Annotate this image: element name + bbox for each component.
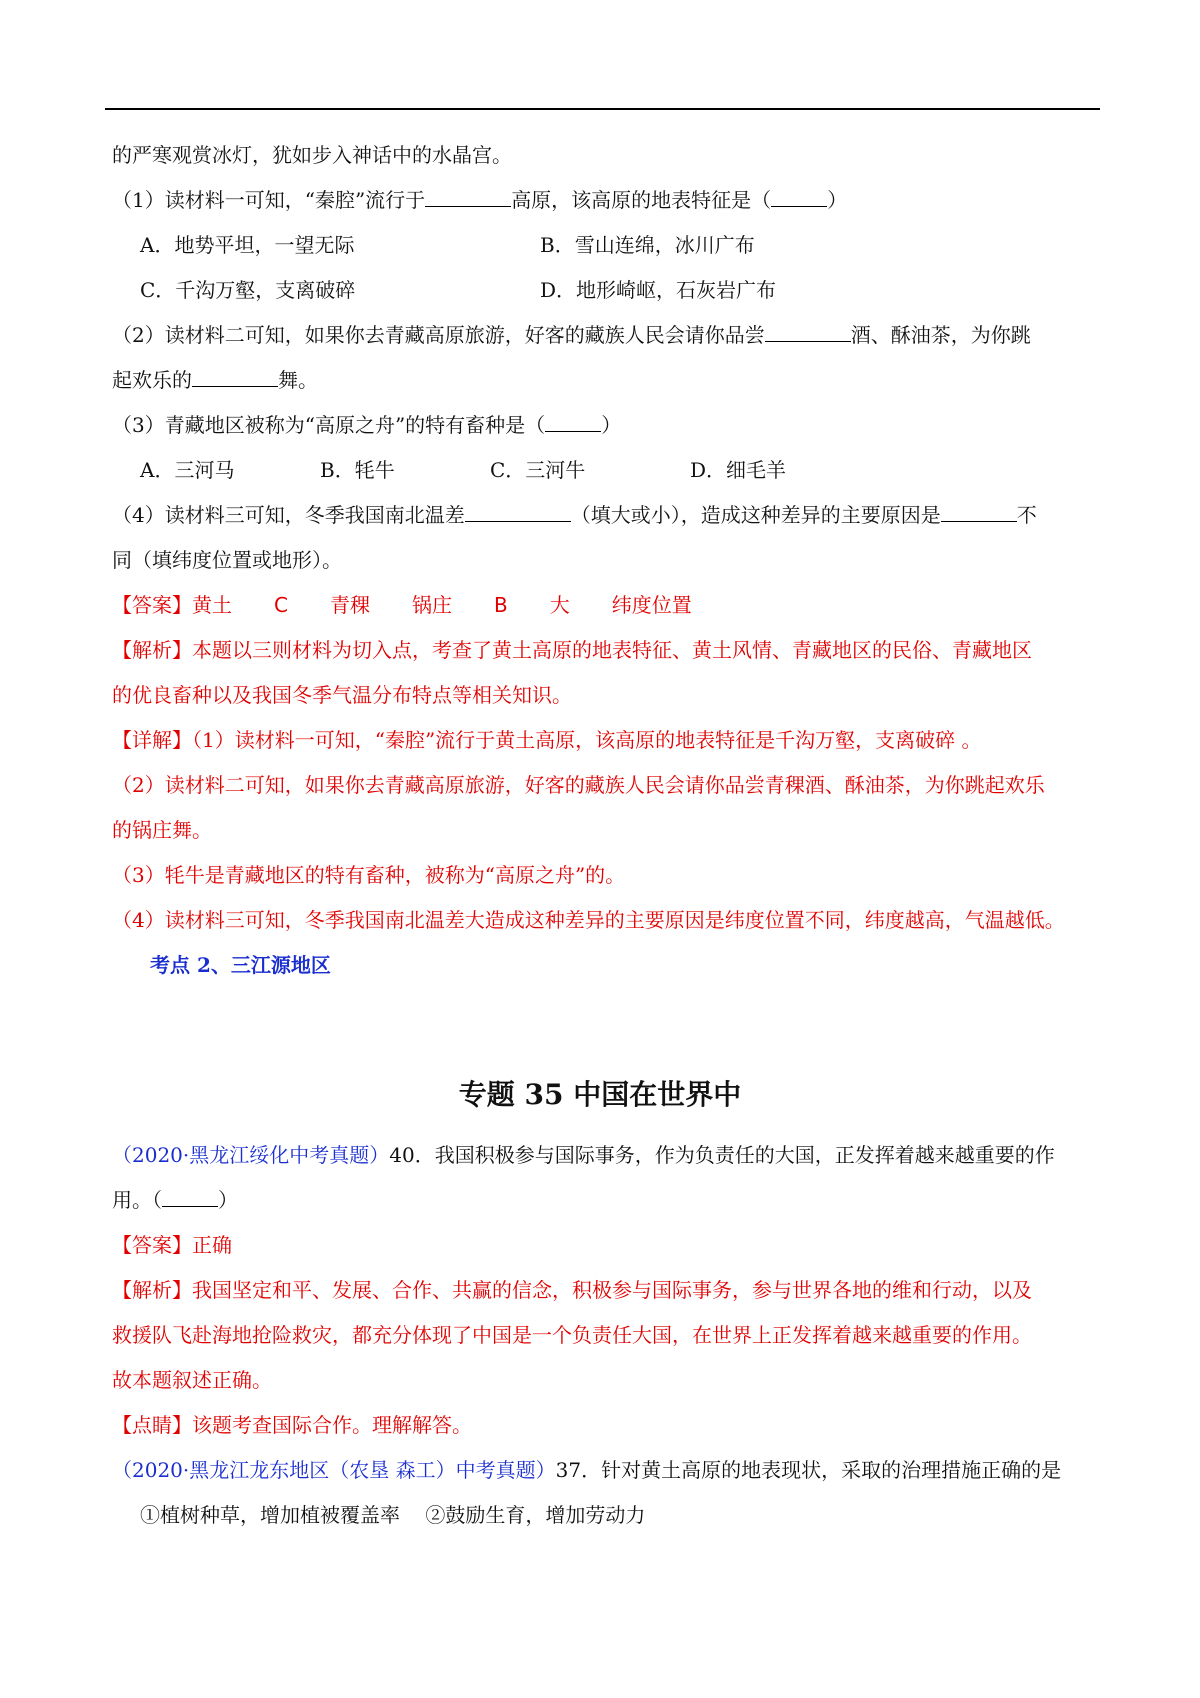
- question-4-cont: 同（填纬度位置或地形）。: [112, 548, 342, 572]
- dianjing: 【点睛】该题考查国际合作。理解解答。: [112, 1413, 472, 1437]
- fill-blank: [192, 368, 278, 387]
- detail-1-line3: 的锅庄舞。: [112, 818, 212, 842]
- question-2-cont: 起欢乐的 舞。: [112, 368, 318, 392]
- header-rule: [105, 108, 1100, 110]
- question-37: （2020·黑龙江龙东地区（农垦 森工）中考真题）37．针对黄土高原的地表现状，采取的治理措施正确的是: [112, 1458, 1062, 1482]
- answer-1: 【答案】黄土 C 青稞 锅庄 B 大 纬度位置: [112, 593, 692, 617]
- option-b: B．雪山连绵，冰川广布: [540, 233, 755, 257]
- analysis-2-line3: 故本题叙述正确。: [112, 1368, 272, 1392]
- section-title: 专题 35 中国在世界中: [458, 1078, 742, 1111]
- fill-blank: [465, 503, 571, 522]
- detail-1-line4: （3）牦牛是青藏地区的特有畜种，被称为“高原之舟”的。: [112, 863, 626, 887]
- answer-blank: [771, 188, 827, 207]
- question-source: （2020·黑龙江龙东地区（农垦 森工）中考真题）: [112, 1458, 556, 1482]
- question-40-cont: 用。（ ）: [112, 1188, 238, 1212]
- option-a: A．地势平坦，一望无际: [140, 233, 355, 257]
- question-1: （1）读材料一可知，“秦腔”流行于 高原，该高原的地表特征是（ ）: [112, 188, 848, 212]
- option-a: A．三河马: [140, 458, 235, 482]
- kaodian-heading: 考点 2、三江源地区: [150, 953, 331, 977]
- analysis-1: 【解析】本题以三则材料为切入点，考查了黄土高原的地表特征、黄土风情、青藏地区的民俗、青藏地区: [112, 638, 1032, 662]
- detail-1-line5: （4）读材料三可知，冬季我国南北温差大造成这种差异的主要原因是纬度位置不同，纬度越高，气温越低。: [112, 908, 1065, 932]
- fill-blank: [425, 188, 511, 207]
- analysis-1-cont: 的优良畜种以及我国冬季气温分布特点等相关知识。: [112, 683, 572, 707]
- answer-blank: [545, 413, 601, 432]
- fill-blank: [765, 323, 851, 342]
- question-source: （2020·黑龙江绥化中考真题）: [112, 1143, 390, 1167]
- question-3: （3）青藏地区被称为“高原之舟”的特有畜种是（ ）: [112, 413, 622, 437]
- answer-blank: [162, 1188, 218, 1207]
- question-2: （2）读材料二可知，如果你去青藏高原旅游，好客的藏族人民会请你品尝 酒、酥油茶，为你跳: [112, 323, 1031, 347]
- analysis-2-line2: 救援队飞赴海地抢险救灾，都充分体现了中国是一个负责任大国，在世界上正发挥着越来越重要的作用。: [112, 1323, 1032, 1347]
- detail-1-line2: （2）读材料二可知，如果你去青藏高原旅游，好客的藏族人民会请你品尝青稞酒、酥油茶，为你跳起欢乐: [112, 773, 1045, 797]
- detail-1: 【详解】（1）读材料一可知，“秦腔”流行于黄土高原，该高原的地表特征是千沟万壑，支离破碎 。: [112, 728, 982, 752]
- option-d: D．细毛羊: [690, 458, 787, 482]
- fill-blank: [941, 503, 1017, 522]
- question-40: （2020·黑龙江绥化中考真题）40．我国积极参与国际事务，作为负责任的大国，正发挥着越来越重要的作: [112, 1143, 1055, 1167]
- analysis-2: 【解析】我国坚定和平、发展、合作、共赢的信念，积极参与国际事务，参与世界各地的维和行动，以及: [112, 1278, 1032, 1302]
- option-c: C．三河牛: [490, 458, 586, 482]
- option-d: D．地形崎岖，石灰岩广布: [540, 278, 777, 302]
- top-text: 的严寒观赏冰灯，犹如步入神话中的水晶宫。: [112, 143, 512, 167]
- option-c: C．千沟万壑，支离破碎: [140, 278, 356, 302]
- answer-2: 【答案】正确: [112, 1233, 232, 1257]
- option-b: B．牦牛: [320, 458, 395, 482]
- question-4: （4）读材料三可知，冬季我国南北温差 （填大或小），造成这种差异的主要原因是 不: [112, 503, 1037, 527]
- question-37-options: ①植树种草，增加植被覆盖率 ②鼓励生育，增加劳动力: [140, 1503, 646, 1527]
